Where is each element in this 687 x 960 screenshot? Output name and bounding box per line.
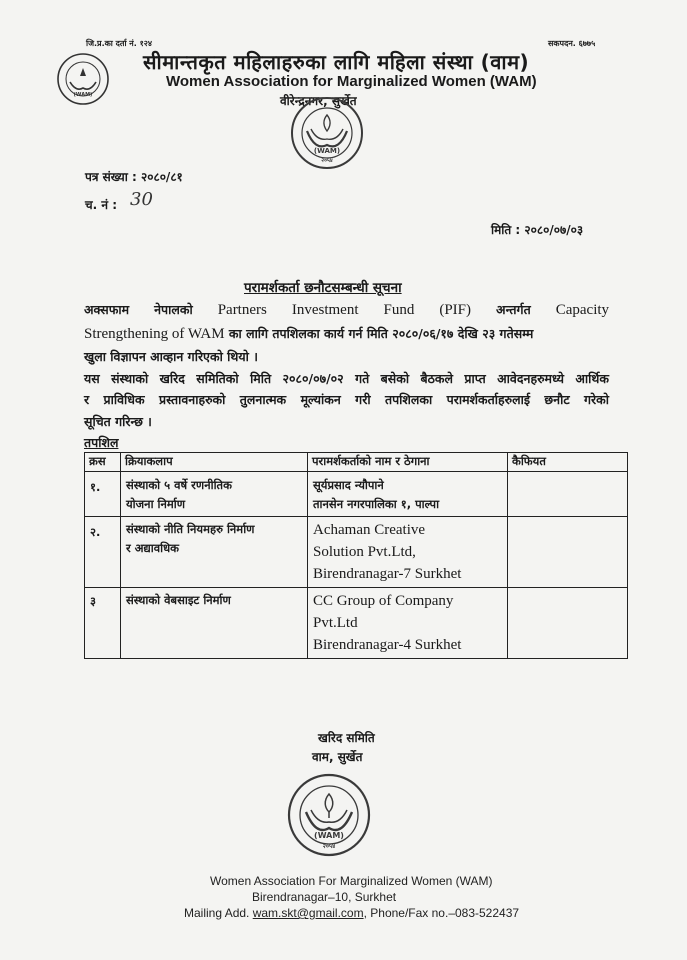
- committee-org-place: वाम, सुर्खेत: [312, 750, 363, 764]
- paragraph2-line3: सूचित गरिन्छ ।: [84, 414, 152, 429]
- row-activity: संस्थाको वेबसाइट निर्माण: [121, 588, 308, 659]
- paragraph2-line2: र प्राविधिक प्रस्तावनाहरुको तुलनात्मक मूल्यांकन गरी तपशिलका परामर्शकर्ताहरुलाई छनौट गरेको: [84, 392, 610, 407]
- subject-heading: परामर्शकर्ता छनौटसम्बन्धी सूचना: [244, 280, 402, 296]
- bottom-seal-year: २०५४: [322, 843, 336, 850]
- row-remarks: [508, 472, 628, 517]
- bottom-seal-wam: (WAM): [314, 831, 344, 840]
- paragraph2-line1: यस संस्थाको खरिद समितिको मिति २०८०/०७/०२ गते बसेको बैठकले प्राप्त आवेदनहरुमध्ये आर्थिक: [84, 371, 609, 386]
- letter-date: मिति : २०८०/०७/०३: [491, 223, 584, 237]
- org-name-english: Women Association for Marginalized Women (WAM): [166, 73, 537, 90]
- row-consultant: CC Group of Company Pvt.Ltd Birendranagar-4 Surkhet: [308, 588, 508, 659]
- footer-email-link[interactable]: wam.skt@gmail.com: [252, 906, 364, 920]
- patra-sankhya: पत्र संख्या : २०८०/८१: [85, 170, 183, 184]
- registration-number: जि.प्र.का दर्ता नं. १२४: [86, 39, 153, 48]
- paragraph1-line2: Strengthening of WAM का लागि तपशिलका कार्य गर्न मिति २०८०/०६/१७ देखि २३ गतेसम्म: [84, 326, 534, 342]
- footer-mailing: [184, 906, 519, 920]
- footer-phone: , Phone/Fax no.–083-522437: [363, 906, 520, 920]
- footer-mailing-label: Mailing Add.: [184, 906, 250, 920]
- row-activity: संस्थाको नीति नियमहरु निर्माण र अद्यावधिक: [121, 517, 308, 588]
- footer-address: Birendranagar–10, Surkhet: [252, 890, 397, 904]
- committee-name: खरिद समिति: [318, 731, 375, 745]
- row-sn: २.: [85, 517, 121, 588]
- chalani-number-value: 30: [130, 189, 153, 210]
- top-seal-icon: [289, 95, 365, 171]
- org-name-nepali: सीमान्तकृत महिलाहरुका लागि महिला संस्था (वाम): [143, 50, 530, 74]
- row-consultant: सूर्यप्रसाद न्यौपाने तानसेन नगरपालिका १, पाल्पा: [308, 472, 508, 517]
- table-header-row: [85, 453, 628, 472]
- top-seal-wam: (WAM): [313, 147, 341, 155]
- org-address-nepali: वीरेन्द्रनगर, सुर्खेत: [280, 94, 357, 108]
- paragraph1-line1: अक्सफाम नेपालको Partners Investment Fund (PIF) अन्तर्गत Capacity: [84, 302, 610, 318]
- table-label: तपशिल: [84, 435, 119, 450]
- header-remarks: कैफियत: [508, 453, 628, 472]
- row-consultant: Achaman Creative Solution Pvt.Ltd, Birendranagar-7 Surkhet: [308, 517, 508, 588]
- top-seal-year: २०५४: [321, 158, 333, 164]
- bottom-seal-icon: [286, 772, 372, 858]
- consultant-table: [84, 452, 628, 659]
- header-activity: क्रियाकलाप: [121, 453, 308, 472]
- logo-wam-text: (WAM): [73, 92, 93, 98]
- paragraph1-line3: खुला विज्ञापन आव्हान गरिएको थियो ।: [84, 349, 258, 364]
- row-sn: १.: [85, 472, 121, 517]
- row-remarks: [508, 588, 628, 659]
- row-remarks: [508, 517, 628, 588]
- table-row: [85, 517, 628, 588]
- org-logo-icon: [56, 52, 110, 106]
- chalani-number-label: च. नं :: [85, 198, 117, 212]
- header-sn: क्रस: [85, 453, 121, 472]
- row-activity: संस्थाको ५ वर्षे रणनीतिक योजना निर्माण: [121, 472, 308, 517]
- table-row: [85, 588, 628, 659]
- table-row: [85, 472, 628, 517]
- row-sn: ३: [85, 588, 121, 659]
- header-consultant: परामर्शकर्ताको नाम र ठेगाना: [308, 453, 508, 472]
- sanstha-number: सकपदन. ६७७५: [548, 39, 596, 48]
- footer-org: Women Association For Marginalized Women (WAM): [210, 874, 493, 888]
